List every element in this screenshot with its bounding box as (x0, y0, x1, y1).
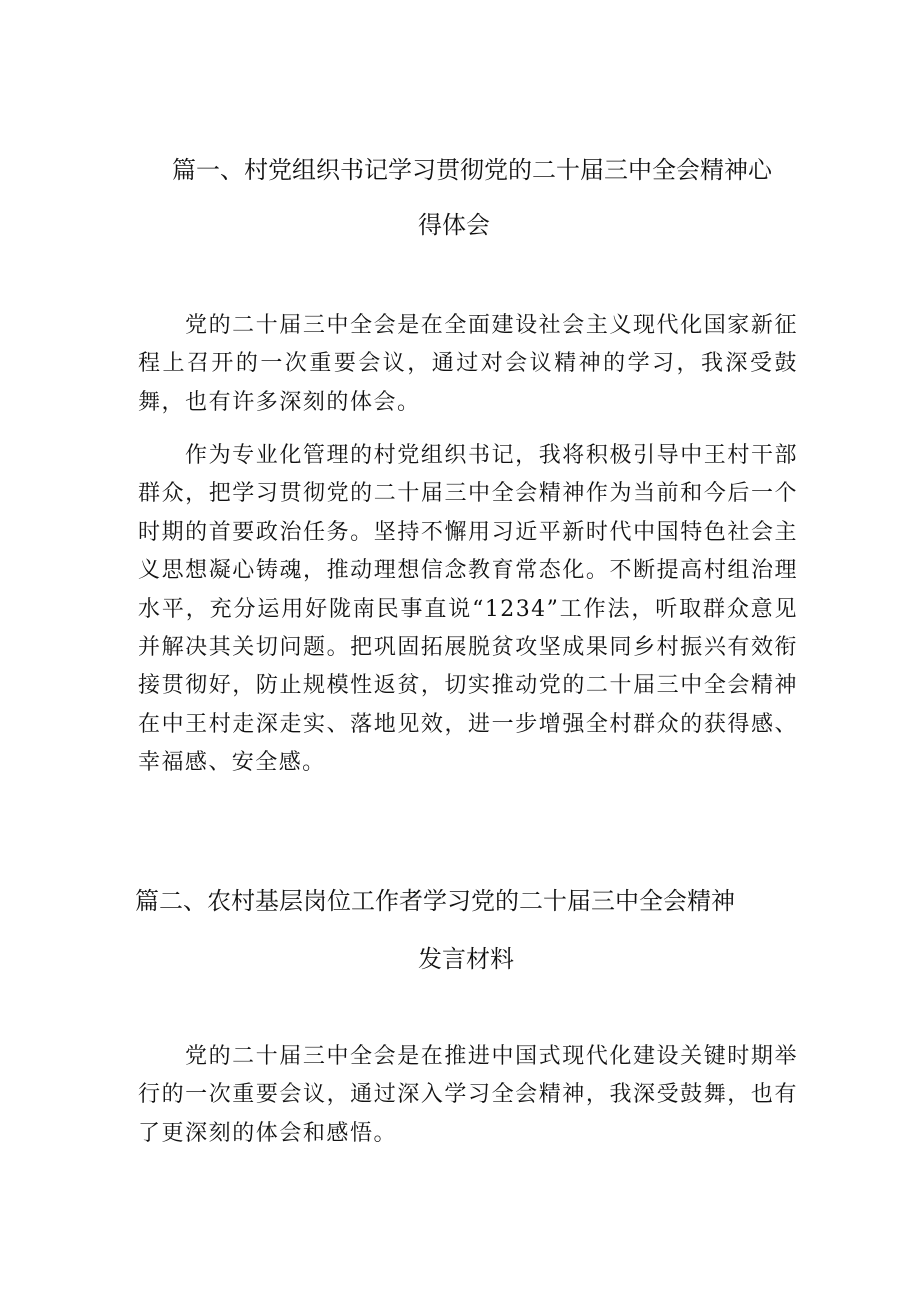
section2-title-line2: 发言材料 (418, 945, 514, 973)
section1-paragraph-2: 作为专业化管理的村党组织书记，我将积极引导中王村干部群众，把学习贯彻党的二十届三中全会精神作为当前和今后一个时期的首要政治任务。坚持不懈用习近平新时代中国特色社会主义思想凝心铸魂，推动理想信念教育常态化。不断提高村组治理水平，充分运用好陇南民事直说“1234”工作法，听取群众意见并解决其关切问题。把巩固拓展脱贫攻坚成果同乡村振兴有效衔接贯彻好，防止规模性返贫，切实推动党的二十届三中全会精神在中王村走深走实、落地见效，进一步增强全村群众的获得感、幸福感、安全感。 (138, 443, 798, 776)
section1-title-line2: 得体会 (418, 211, 490, 239)
section2-title-line1: 篇二、农村基层岗位工作者学习党的二十届三中全会精神 (135, 887, 735, 915)
section1-paragraph-1: 党的二十届三中全会是在全面建设社会主义现代化国家新征程上召开的一次重要会议，通过对会议精神的学习，我深受鼓舞，也有许多深刻的体会。 (138, 313, 798, 415)
section2-paragraph-1: 党的二十届三中全会是在推进中国式现代化建设关键时期举行的一次重要会议，通过深入学习全会精神，我深受鼓舞，也有了更深刻的体会和感悟。 (138, 1044, 798, 1146)
section1-title-line1: 篇一、村党组织书记学习贯彻党的二十届三中全会精神心 (172, 156, 772, 184)
